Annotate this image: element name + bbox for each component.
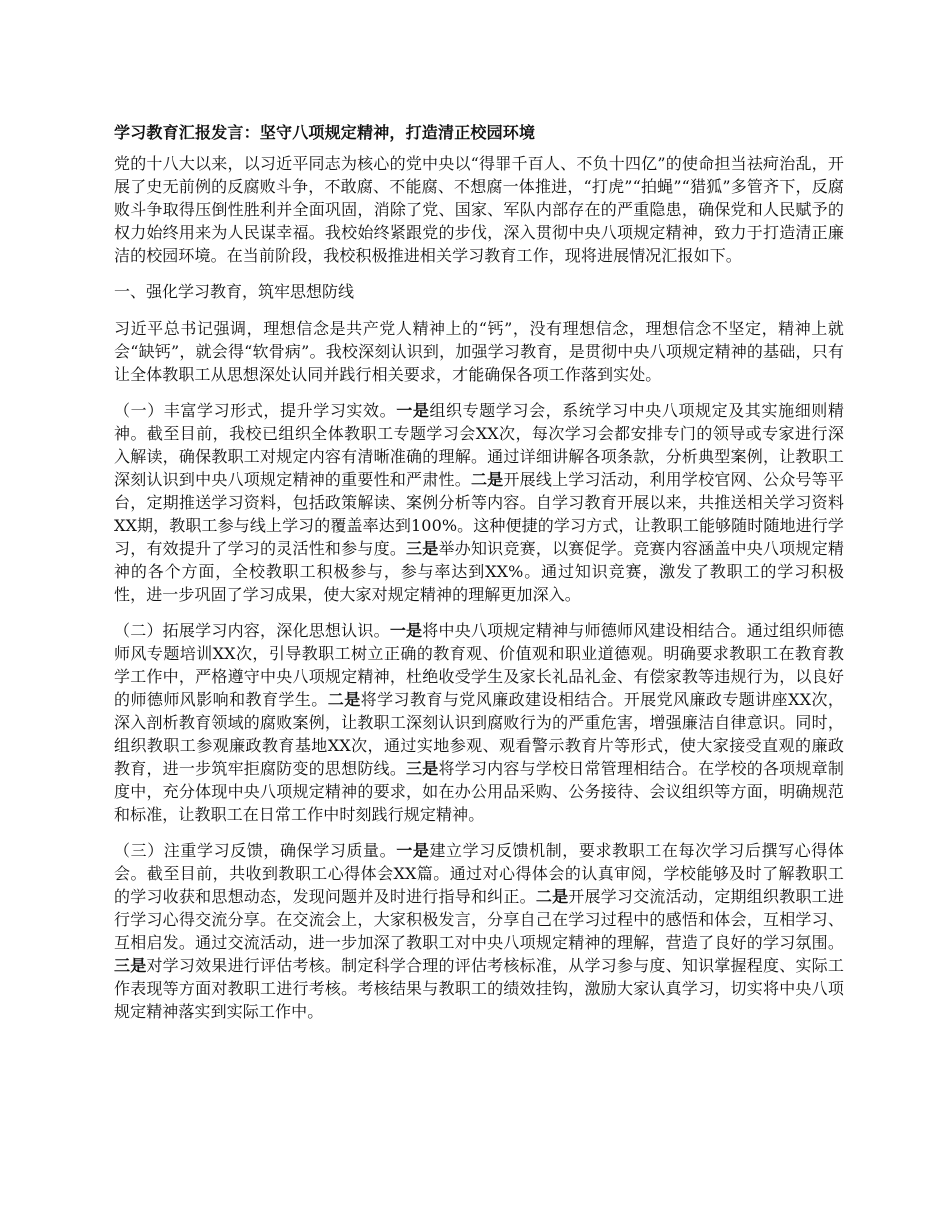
point-text: 建立学习反馈机制，要求教职工在每次学习后撰写心得体会。截至目前，共收到教职工心得体会XX篇。通过对心得体会的认真审阅，学校能够及时了解教职工的学习收获和思想动态，发现问题并及时进行指导和纠正。 bbox=[114, 841, 844, 906]
subsection-1-paragraph bbox=[114, 399, 844, 606]
point-text: 对学习效果进行评估考核。制定科学合理的评估考核标准，从学习参与度、知识掌握程度、实际工作表现等方面对教职工进行考核。考核结果与教职工的绩效挂钩，激励大家认真学习，切实将中央八项规定精神落实到实际工作中。 bbox=[114, 956, 844, 1021]
subsection-2-paragraph bbox=[114, 619, 844, 826]
point-label: 一是 bbox=[396, 841, 430, 860]
intro-paragraph: 党的十八大以来，以习近平同志为核心的党中央以“得罪千百人、不负十四亿”的使命担当祛疴治乱，开展了史无前例的反腐败斗争，不敢腐、不能腐、不想腐一体推进，“打虎”“拍蝇”“猎狐”多管齐下，反腐败斗争取得压倒性胜利并全面巩固，消除了党、国家、军队内部存在的严重隐患，确保党和人民赋予的权力始终用来为人民谋幸福。我校始终紧跟党的步伐，深入贯彻中央八项规定精神，致力于打造清正廉洁的校园环境。在当前阶段，我校积极推进相关学习教育工作，现将进展情况汇报如下。 bbox=[114, 154, 844, 265]
point-label: 二是 bbox=[535, 887, 569, 906]
point-text: 将学习教育与党风廉政建设相结合。开展党风廉政专题讲座XX次，深入剖析教育领域的腐败案例，让教职工深刻认识到腐败行为的严重危害，增强廉洁自律意识。同时，组织教职工参观廉政教育基地XX次，通过实地参观、观看警示教育片等形式，使大家接受直观的廉政教育，进一步筑牢拒腐防变的思想防线。 bbox=[114, 690, 844, 778]
point-label: 三是 bbox=[406, 539, 439, 558]
subsection-3-paragraph bbox=[114, 839, 844, 1023]
point-text: 将学习内容与学校日常管理相结合。在学校的各项规章制度中，充分体现中央八项规定精神的要求，如在办公用品采购、公务接待、会议组织等方面，明确规范和标准，让教职工在日常工作中时刻践行规定精神。 bbox=[114, 759, 844, 824]
point-text: 开展线上学习活动，利用学校官网、公众号等平台，定期推送学习资料，包括政策解读、案例分析等内容。自学习教育开展以来，共推送相关学习资料XX期，教职工参与线上学习的覆盖率达到100%。这种便捷的学习方式，让教职工能够随时随地进行学习，有效提升了学习的灵活性和参与度。 bbox=[114, 470, 844, 558]
point-label: 一是 bbox=[396, 401, 430, 420]
point-text: 将中央八项规定精神与师德师风建设相结合。通过组织师德师风专题培训XX次，引导教职工树立正确的教育观、价值观和职业道德观。明确要求教职工在教育教学工作中，严格遵守中央八项规定精神，杜绝收受学生及家长礼品礼金、有偿家教等违规行为，以良好的师德师风影响和教育学生。 bbox=[114, 621, 844, 709]
point-label: 一是 bbox=[389, 621, 423, 640]
section-heading-1: 一、强化学习教育，筑牢思想防线 bbox=[114, 282, 355, 301]
point-text: 举办知识竞赛，以赛促学。竞赛内容涵盖中央八项规定精神的各个方面，全校教职工积极参与，参与率达到XX%。通过知识竞赛，激发了教职工的学习积极性，进一步巩固了学习成果，使大家对规定精神的理解更加深入。 bbox=[114, 539, 844, 604]
subsection-3-lead: （三）注重学习反馈，确保学习质量。 bbox=[114, 841, 397, 860]
point-label: 二是 bbox=[470, 470, 504, 489]
subsection-2-lead: （二）拓展学习内容，深化思想认识。 bbox=[114, 621, 390, 640]
point-text: 开展学习交流活动，定期组织教职工进行学习心得交流分享。在交流会上，大家积极发言，分享自己在学习过程中的感悟和体会，互相学习、互相启发。通过交流活动，进一步加深了教职工对中央八项规定精神的理解，营造了良好的学习氛围。 bbox=[114, 887, 844, 952]
point-text: 组织专题学习会，系统学习中央八项规定及其实施细则精神。截至目前，我校已组织全体教职工专题学习会XX次，每次学习会都安排专门的领导或专家进行深入解读，确保教职工对规定内容有清晰准确的理解。通过详细讲解各项条款，分析典型案例，让教职工深刻认识到中央八项规定精神的重要性和严肃性。 bbox=[114, 401, 844, 489]
document-page bbox=[114, 122, 844, 1036]
point-label: 三是 bbox=[114, 956, 147, 975]
point-label: 三是 bbox=[406, 759, 439, 778]
section-1-paragraph: 习近平总书记强调，理想信念是共产党人精神上的“钙”，没有理想信念，理想信念不坚定，精神上就会“缺钙”，就会得“软骨病”。我校深刻认识到，加强学习教育，是贯彻中央八项规定精神的基础，只有让全体教职工从思想深处认同并践行相关要求，才能确保各项工作落到实处。 bbox=[114, 319, 844, 384]
subsection-1-lead: （一）丰富学习形式，提升学习实效。 bbox=[114, 401, 397, 420]
point-label: 二是 bbox=[327, 690, 361, 709]
document-title: 学习教育汇报发言：坚守八项规定精神，打造清正校园环境 bbox=[114, 123, 536, 142]
